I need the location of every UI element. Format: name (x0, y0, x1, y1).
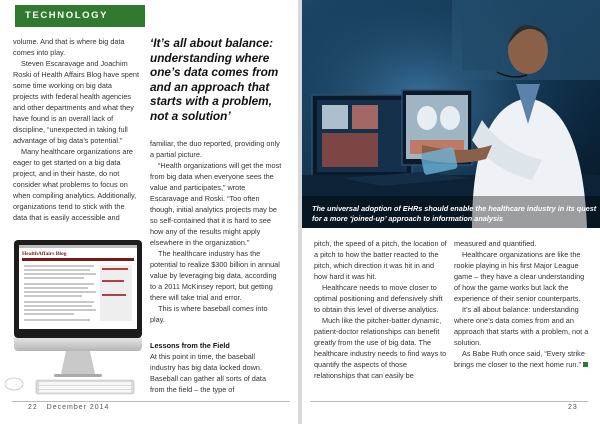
photo-caption: The universal adoption of EHRs should enable the healthcare industry in its quest for a more ‘joined-up’ approach to information analysis (312, 204, 597, 223)
paragraph: volume. And that is where big data comes into play. (13, 37, 125, 57)
paragraph: Many healthcare organizations are eager to get started on a big data project, and in their haste, do not consider what problems to focus on when compiling analytics. Additionally, organizations tend to stick with the data that is easily accessible and (13, 147, 137, 222)
paragraph: “Health organizations will get the most from big data when everyone sees the value and participates,” wrote Escaravage and Roski. “Too often though, initial analytics projects may be so self-contained that it is hard to see how any of the results might apply elsewhere in the organization.” (150, 161, 282, 247)
mouse (5, 378, 23, 390)
end-mark-icon (583, 362, 588, 367)
paragraph: The healthcare industry has the potential to realize $300 billion in annual value by leveraging big data, according to a 2011 McKinsey report, but getting there will take trial and error. (150, 249, 280, 302)
column-2-continued (150, 336, 282, 395)
pull-quote: ‘It’s all about balance: understanding where one’s data comes from and an approach that starts with a problem, not a solution’ (150, 36, 279, 123)
paragraph: Healthcare organizations are like the rookie playing in his first Major League game – they have a clear understanding of how the game works but lack the experience of their senior counterparts. (454, 250, 585, 303)
paragraph: pitch, the speed of a pitch, the location of a pitch to how the batter reacted to the pitch, which direction it was hit in and how hard it was hit. (314, 239, 447, 281)
column-3 (314, 238, 448, 381)
page-number-right: 23 (568, 404, 578, 411)
footer-left (28, 404, 109, 411)
column-4 (454, 238, 590, 370)
doctor-photo (302, 0, 600, 228)
imac-illustration (0, 238, 150, 398)
paragraph: This is where baseball comes into play. (150, 304, 268, 324)
footer-rule (12, 401, 290, 402)
column-2 (150, 138, 282, 325)
paragraph: As Babe Ruth once said, “Every strike brings me closer to the next home run.” (454, 348, 590, 370)
paragraph: Much like the pitcher-batter dynamic, patient-doctor relationships can benefit greatly from the use of big data. The healthcare industry needs to find ways to quantify the aspects of those relationships that can easily be (314, 316, 447, 380)
screen-site-title: HealthAffairs Blog (22, 251, 67, 257)
right-page (302, 0, 600, 424)
footer-date: December 2014 (46, 404, 110, 411)
paragraph: measured and quantified. (454, 239, 537, 248)
left-page (0, 0, 298, 424)
subhead-lessons: Lessons from the Field (150, 341, 230, 350)
paragraph: It’s all about balance: understanding where one’s data comes from and an approach that starts with a problem, not a solution. (454, 305, 589, 347)
footer-rule-right (310, 401, 588, 402)
section-label: TECHNOLOGY (15, 5, 145, 27)
paragraph: familiar, the duo reported, providing only a partial picture. (150, 139, 280, 159)
page-number-left: 22 (28, 404, 38, 411)
paragraph: Steven Escaravage and Joachim Roski of Health Affairs Blog have spent some time working on big data projects with federal health agencies and other departments and what they have found is an overall lack of discipline, “unexpected in taking full advantage of big data’s potential.” (13, 59, 140, 145)
paragraph: Healthcare needs to move closer to optimal positioning and defensively shift to obtain this level of diverse analytics. (314, 283, 443, 314)
column-1 (13, 36, 139, 223)
paragraph: At this point in time, the baseball industry has big data locked down. Baseball can gather all sorts of data from the field – the type of (150, 352, 267, 394)
